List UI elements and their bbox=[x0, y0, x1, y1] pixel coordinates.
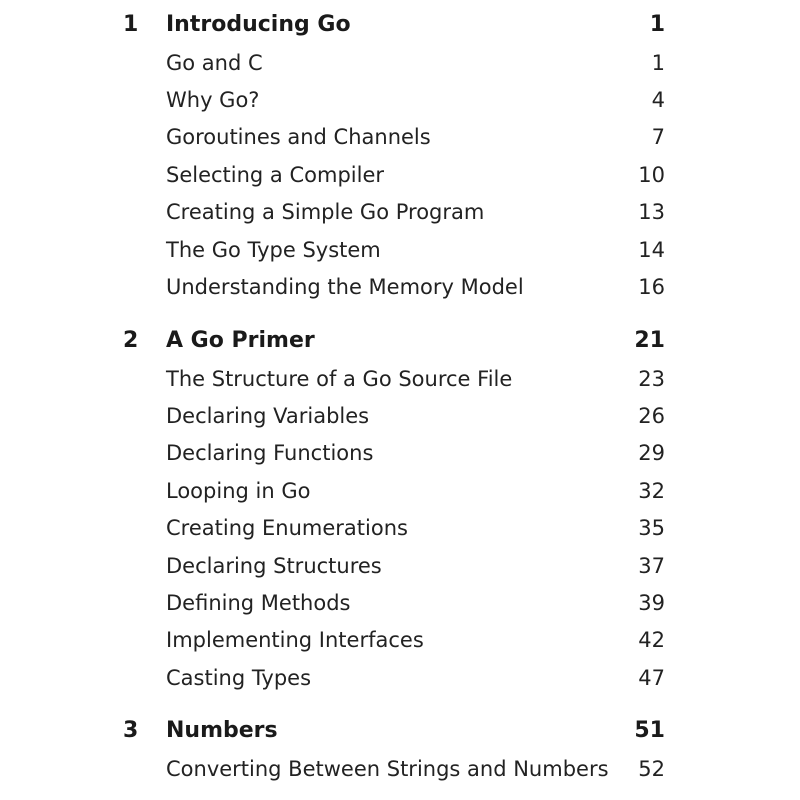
section-page-number: 47 bbox=[638, 665, 665, 690]
chapter-row[interactable] bbox=[0, 10, 800, 40]
section-title: The Go Type System bbox=[166, 237, 381, 262]
section-row[interactable] bbox=[0, 235, 800, 265]
section-title: Why Go? bbox=[166, 87, 260, 112]
section-title: Understanding the Memory Model bbox=[166, 274, 524, 299]
section-title: Declaring Variables bbox=[166, 403, 370, 428]
section-title: Creating Enumerations bbox=[166, 516, 408, 541]
chapter-title: Introducing Go bbox=[166, 12, 351, 37]
chapter-number: 1 bbox=[123, 12, 139, 37]
section-row[interactable] bbox=[0, 160, 800, 190]
chapter-title: Numbers bbox=[166, 718, 278, 743]
section-page-number: 16 bbox=[638, 274, 665, 299]
section-row[interactable] bbox=[0, 476, 800, 506]
section-title: Defining Methods bbox=[166, 590, 351, 615]
chapter-page-number: 1 bbox=[649, 12, 665, 37]
section-page-number: 14 bbox=[638, 237, 665, 262]
section-row[interactable] bbox=[0, 48, 800, 78]
chapter-row[interactable] bbox=[0, 326, 800, 356]
chapter-title: A Go Primer bbox=[166, 328, 315, 353]
section-page-number: 1 bbox=[651, 50, 665, 75]
section-page-number: 4 bbox=[651, 87, 665, 112]
section-title: Looping in Go bbox=[166, 478, 311, 503]
chapter-page-number: 21 bbox=[634, 328, 665, 353]
section-row[interactable] bbox=[0, 754, 800, 784]
section-title: Go and C bbox=[166, 50, 263, 75]
chapter-page-number: 51 bbox=[634, 718, 665, 743]
section-row[interactable] bbox=[0, 272, 800, 302]
section-title: The Structure of a Go Source File bbox=[166, 366, 513, 391]
section-title: Declaring Functions bbox=[166, 441, 374, 466]
chapter-number: 2 bbox=[123, 328, 139, 353]
section-title: Goroutines and Channels bbox=[166, 125, 431, 150]
section-row[interactable] bbox=[0, 625, 800, 655]
section-page-number: 23 bbox=[638, 366, 665, 391]
section-row[interactable] bbox=[0, 551, 800, 581]
section-page-number: 26 bbox=[638, 403, 665, 428]
section-page-number: 39 bbox=[638, 590, 665, 615]
chapter-number: 3 bbox=[123, 718, 139, 743]
section-page-number: 29 bbox=[638, 441, 665, 466]
section-title: Declaring Structures bbox=[166, 553, 382, 578]
section-row[interactable] bbox=[0, 401, 800, 431]
section-page-number: 37 bbox=[638, 553, 665, 578]
section-title: Implementing Interfaces bbox=[166, 628, 424, 653]
section-row[interactable] bbox=[0, 364, 800, 394]
section-row[interactable] bbox=[0, 122, 800, 152]
section-title: Creating a Simple Go Program bbox=[166, 200, 485, 225]
section-row[interactable] bbox=[0, 85, 800, 115]
section-page-number: 10 bbox=[638, 162, 665, 187]
section-page-number: 35 bbox=[638, 516, 665, 541]
section-row[interactable] bbox=[0, 588, 800, 618]
section-page-number: 32 bbox=[638, 478, 665, 503]
section-title: Casting Types bbox=[166, 665, 312, 690]
section-page-number: 52 bbox=[638, 756, 665, 781]
section-page-number: 42 bbox=[638, 628, 665, 653]
section-row[interactable] bbox=[0, 513, 800, 543]
section-page-number: 13 bbox=[638, 200, 665, 225]
section-page-number: 7 bbox=[651, 125, 665, 150]
section-row[interactable] bbox=[0, 438, 800, 468]
section-row[interactable] bbox=[0, 197, 800, 227]
chapter-row[interactable] bbox=[0, 716, 800, 746]
section-title: Selecting a Compiler bbox=[166, 162, 384, 187]
section-row[interactable] bbox=[0, 663, 800, 693]
section-title: Converting Between Strings and Numbers bbox=[166, 756, 609, 781]
